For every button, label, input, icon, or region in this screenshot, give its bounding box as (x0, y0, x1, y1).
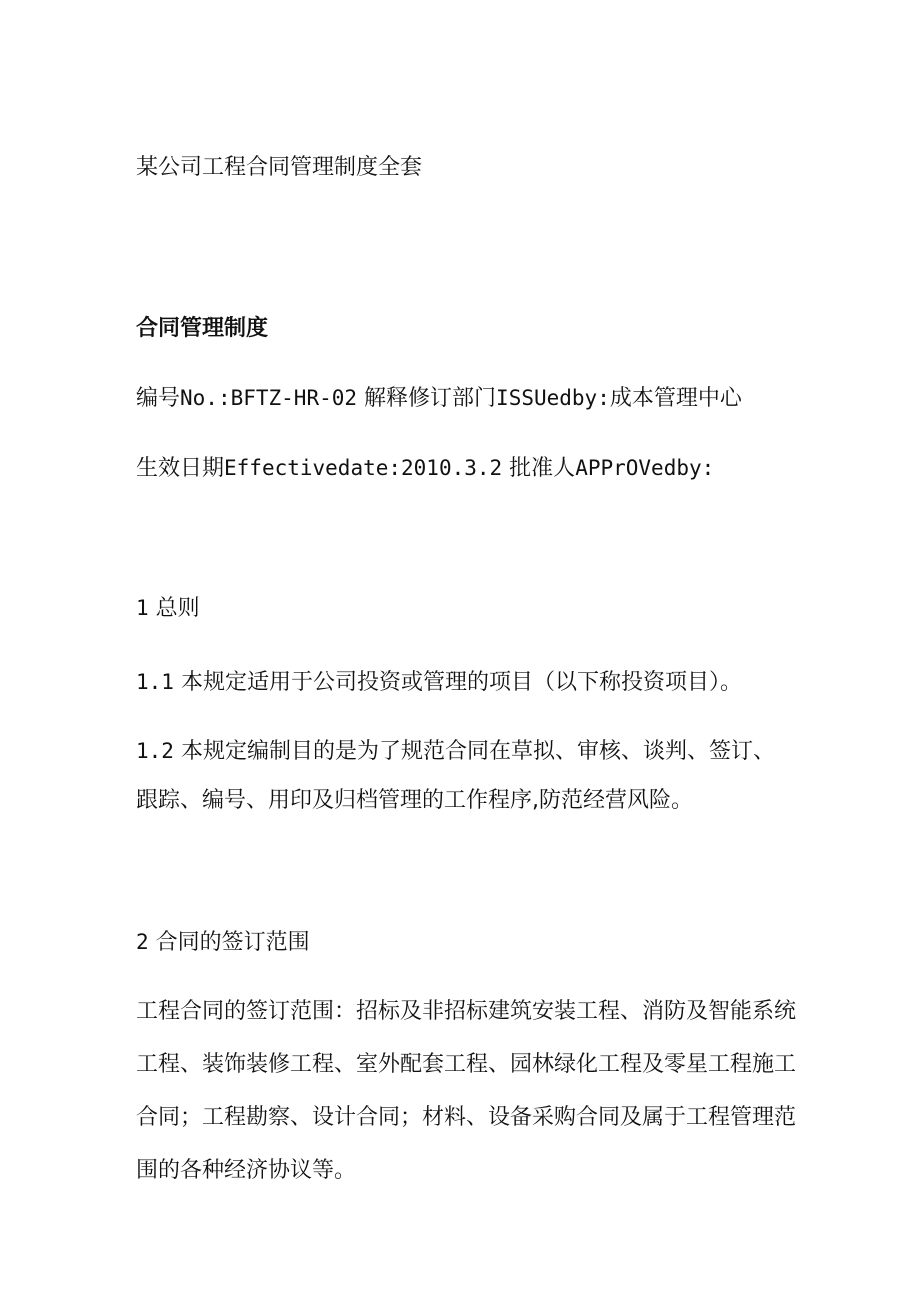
item2-num: 1.2 (136, 739, 174, 763)
number-value: No.:BFTZ-HR-02 (180, 386, 358, 410)
paragraph-line: 合同；工程勘察、设计合同；材料、设备采购合同及属于工程管理范 (136, 1105, 797, 1130)
item1-num: 1.1 (136, 670, 174, 694)
item2-line1-text: 本规定编制目的是为了规范合同在草拟、审核、谈判、签订、 (180, 739, 775, 764)
label-number: 编号 (136, 386, 181, 411)
effective-date-value: Effectivedate:2010.3.2 (224, 456, 503, 480)
section1-title-text: 总则 (155, 596, 200, 621)
paragraph-line: 围的各种经济协议等。 (136, 1158, 357, 1183)
meta-line-number (136, 383, 742, 414)
label-date: 生效日期 (136, 456, 225, 481)
section2-paragraph (136, 985, 796, 1197)
section1-item1 (136, 667, 742, 698)
section1-item2-line2 (136, 786, 693, 816)
section1-num: 1 (136, 596, 149, 620)
section1-title (136, 593, 200, 624)
paragraph-line: 工程、装饰装修工程、室外配套工程、园林绿化工程及零星工程施工 (136, 1052, 797, 1077)
label-approver: 批准人 (509, 456, 576, 481)
section2-title (136, 927, 310, 958)
section2-num: 2 (136, 930, 149, 954)
section1-item2-line1 (136, 736, 775, 767)
meta-line-date (136, 453, 714, 484)
document-title (136, 153, 422, 183)
dept-value: 成本管理中心 (609, 386, 742, 411)
item1-text: 本规定适用于公司投资或管理的项目（以下称投资项目）。 (180, 670, 742, 695)
issued-by-label: ISSUedby: (496, 386, 610, 410)
label-dept: 解释修订部门 (364, 386, 497, 411)
document-title-text: 某公司工程合同管理制度全套 (136, 155, 423, 180)
paragraph-line: 工程合同的签订范围：招标及非招标建筑安装工程、消防及智能系统 (136, 999, 797, 1024)
item2-line2-text: 跟踪、编号、用印及归档管理的工作程序,防范经营风险。 (136, 788, 693, 813)
section2-title-text: 合同的签订范围 (155, 930, 310, 955)
heading-text: 合同管理制度 (136, 316, 269, 341)
approved-by-label: APPrOVedby: (575, 456, 715, 480)
section-heading (136, 314, 268, 344)
